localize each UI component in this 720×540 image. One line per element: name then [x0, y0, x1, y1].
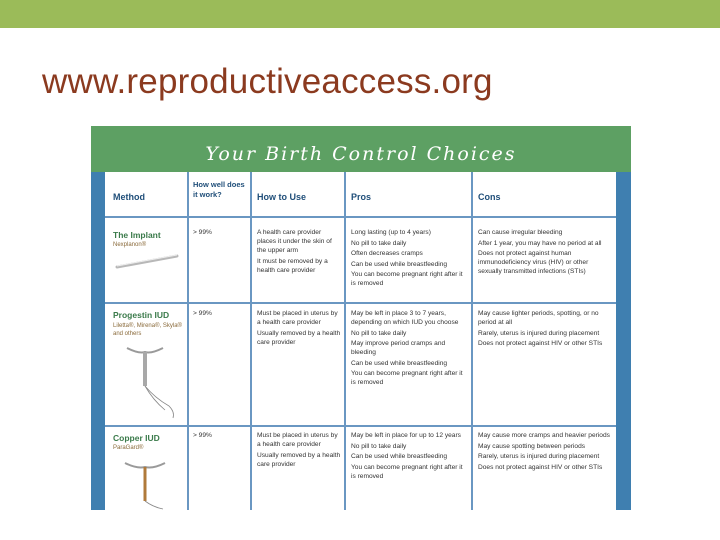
- con-item: Does not protect against HIV or other STIs: [478, 340, 603, 348]
- method-brand-implant: Nexplanon®: [113, 242, 147, 248]
- pro-item: Long lasting (up to 4 years): [351, 229, 431, 236]
- pro-item: You can become pregnant right after it is removed: [351, 370, 463, 387]
- effectiveness-copper-iud: > 99%: [193, 432, 212, 439]
- how-to-use-progestin-iud: [257, 309, 341, 348]
- con-item: Does not protect against human immunodeficiency virus (HIV) or other sexually transmitted infections (STIs): [478, 250, 589, 276]
- how-to-use-item: Must be placed in uterus by a health care provider: [257, 310, 338, 326]
- method-brand-copper-iud: ParaGard®: [113, 445, 144, 451]
- pro-item: Can be used while breastfeeding: [351, 359, 448, 367]
- column-header-cons: Cons: [478, 192, 501, 202]
- pro-item: No pill to take daily: [351, 329, 407, 337]
- pro-item: Can be used while breastfeeding: [351, 453, 448, 461]
- chart-right-edge: [616, 172, 631, 510]
- implant-rod-illustration: [115, 252, 181, 272]
- how-to-use-item: A health care provider places it under the skin of the upper arm: [257, 229, 332, 254]
- copper-iud-illustration: [119, 455, 181, 510]
- pro-item: Can be used while breastfeeding: [351, 260, 448, 268]
- column-header-pros: Pros: [351, 192, 372, 202]
- method-name-implant: The Implant: [113, 230, 161, 240]
- grid-line: [187, 172, 189, 510]
- con-item: Can cause irregular bleeding: [478, 229, 563, 236]
- pro-item: No pill to take daily: [351, 442, 407, 450]
- cons-progestin-iud: [478, 309, 610, 350]
- column-header-effectiveness: How well does it work?: [193, 180, 245, 199]
- chart-title-band: [91, 126, 631, 172]
- con-item: May cause spotting between periods: [478, 442, 586, 450]
- how-to-use-implant: [257, 228, 341, 276]
- grid-line: [105, 425, 616, 427]
- column-header-method: Method: [113, 192, 145, 202]
- con-item: Does not protect against HIV or other STIs: [478, 463, 603, 471]
- con-item: May cause more cramps and heavier periods: [478, 432, 610, 439]
- how-to-use-item: Usually removed by a health care provider: [257, 329, 341, 346]
- how-to-use-item: It must be removed by a health care provider: [257, 257, 328, 274]
- con-item: Rarely, uterus is injured during placement: [478, 453, 600, 461]
- con-item: After 1 year, you may have no period at all: [478, 239, 602, 247]
- grid-line: [105, 302, 616, 304]
- cons-copper-iud: [478, 431, 610, 473]
- birth-control-chart-image: [91, 126, 631, 510]
- progestin-iud-illustration: [119, 340, 181, 422]
- column-header-how-to-use: How to Use: [257, 192, 307, 202]
- con-item: May cause lighter periods, spotting, or no period at all: [478, 310, 599, 326]
- how-to-use-copper-iud: [257, 431, 341, 470]
- top-accent-bar: [0, 0, 720, 28]
- grid-line: [105, 216, 616, 218]
- effectiveness-progestin-iud: > 99%: [193, 310, 212, 317]
- method-name-progestin-iud: Progestin IUD: [113, 310, 170, 320]
- chart-left-edge: [91, 172, 105, 510]
- pro-item: May be left in place 3 to 7 years, depending on which IUD you choose: [351, 310, 459, 326]
- website-url-heading: www.reproductiveaccess.org: [42, 62, 493, 101]
- pros-copper-iud: [351, 431, 467, 482]
- grid-line: [471, 172, 473, 510]
- effectiveness-implant: > 99%: [193, 229, 212, 236]
- pros-implant: [351, 228, 467, 290]
- pro-item: May be left in place for up to 12 years: [351, 432, 461, 439]
- cons-implant: [478, 228, 610, 278]
- pros-progestin-iud: [351, 309, 467, 389]
- pro-item: You can become pregnant right after it is removed: [351, 271, 463, 288]
- pro-item: No pill to take daily: [351, 239, 407, 247]
- how-to-use-item: Must be placed in uterus by a health care provider: [257, 432, 338, 448]
- method-name-copper-iud: Copper IUD: [113, 433, 160, 443]
- pro-item: Often decreases cramps: [351, 250, 423, 258]
- comparison-table: [105, 172, 616, 510]
- grid-line: [250, 172, 252, 510]
- how-to-use-item: Usually removed by a health care provider: [257, 451, 341, 468]
- con-item: Rarely, uterus is injured during placement: [478, 329, 600, 337]
- chart-title: Your Birth Control Choices: [205, 143, 517, 165]
- pro-item: You can become pregnant right after it is removed: [351, 463, 463, 480]
- grid-line: [344, 172, 346, 510]
- pro-item: May improve period cramps and bleeding: [351, 340, 446, 357]
- method-brand-progestin-iud: Liletta®, Mirena®, Skyla® and others: [113, 323, 182, 337]
